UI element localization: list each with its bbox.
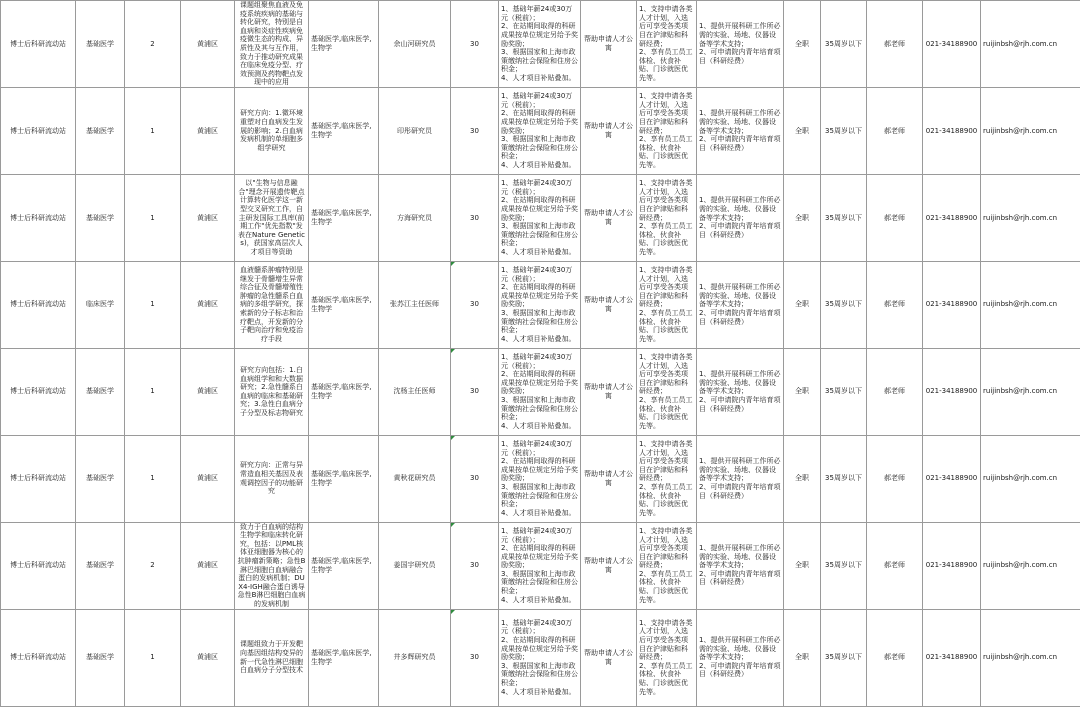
- job-type-cell: 全职: [784, 1, 821, 88]
- contact-cell: 郝老师: [867, 348, 923, 435]
- supervisor-cell: 余山河研究员: [379, 1, 451, 88]
- cell-line: 2、可申请院内青年培育项目（科研经费）: [699, 396, 781, 413]
- cell-line: 1、基础年薪24或30万元（税前）；: [501, 92, 578, 109]
- research-direction-cell: 致力于白血病的结构生物学和临床转化研究，包括：以PML核体亚细胞器为核心的抗肿瘤新策略；急性B淋巴细胞白血病融合蛋白的发病机制；DUX4-IGH融合蛋白诱导急性B淋巴细胞白血病的发病机制: [235, 522, 309, 609]
- campus-cell: 黄浦区: [181, 174, 235, 261]
- research-support-cell: [697, 609, 784, 706]
- talent-support-cell: [637, 348, 697, 435]
- cell-line: 1、提供开展科研工作所必需的实验、场地、仪器设备等学术支持；: [699, 283, 781, 309]
- cell-line: 1、支持申请各类人才计划，入选后可享受各类项目在沪津贴和科研经费；: [639, 440, 694, 483]
- contact-cell: 郝老师: [867, 261, 923, 348]
- age-requirement-cell: 35周岁以下: [821, 87, 867, 174]
- count-cell: 1: [125, 348, 181, 435]
- cell-line: 2、享有员工员工体检、伙食补贴、门诊就医优先等。: [639, 483, 694, 517]
- housing-cell: 帮助申请人才公寓: [581, 435, 637, 522]
- table-body: [1, 1, 1080, 707]
- talent-support-cell: [637, 435, 697, 522]
- cell-line: 3、根据国家和上海市政策缴纳社会保险和住房公积金；: [501, 483, 578, 509]
- cell-line: 4、人才项目补贴叠加。: [501, 161, 578, 170]
- research-direction-cell: 血液髓系肿瘤特别是继发于骨髓增生异常综合征及骨髓增殖性肿瘤的急性髓系白血病的多组学研究，探索新的分子标志和治疗靶点，开发新的分子靶向治疗和免疫治疗手段: [235, 261, 309, 348]
- housing-cell: 帮助申请人才公寓: [581, 1, 637, 88]
- job-type-cell: 全职: [784, 435, 821, 522]
- cell-line: 2、享有员工员工体检、伙食补贴、门诊就医优先等。: [639, 222, 694, 256]
- table-row: [1, 435, 1080, 522]
- cell-line: 2、享有员工员工体检、伙食补贴、门诊就医优先等。: [639, 48, 694, 82]
- contact-cell: 郝老师: [867, 522, 923, 609]
- age-requirement-cell: 35周岁以下: [821, 261, 867, 348]
- discipline-cell: 基础医学: [76, 1, 125, 88]
- cell-line: 2、在站期间取得的科研成果按单位规定另给予奖励奖励；: [501, 544, 578, 570]
- supervisor-cell: 张苏江主任医师: [379, 261, 451, 348]
- discipline-field-cell: 基础医学,临床医学,生物学: [309, 522, 379, 609]
- campus-cell: 黄浦区: [181, 522, 235, 609]
- cell-line: 1、基础年薪24或30万元（税前）；: [501, 353, 578, 370]
- cell-line: 2、享有员工员工体检、伙食补贴、门诊就医优先等。: [639, 135, 694, 169]
- cell-line: 2、可申请院内青年培育项目（科研经费）: [699, 309, 781, 326]
- salary-cell: [499, 522, 581, 609]
- talent-support-cell: [637, 174, 697, 261]
- housing-cell: 帮助申请人才公寓: [581, 522, 637, 609]
- age-requirement-cell: 35周岁以下: [821, 609, 867, 706]
- email-cell: ruijinbsh@rjh.com.cn: [981, 522, 1080, 609]
- count-cell: 1: [125, 261, 181, 348]
- count-cell: 2: [125, 522, 181, 609]
- cell-line: 2、在站期间取得的科研成果按单位规定另给予奖励奖励；: [501, 370, 578, 396]
- cell-line: 2、可申请院内青年培育项目（科研经费）: [699, 135, 781, 152]
- age-limit-cell: 30: [451, 1, 499, 88]
- age-limit-cell: 30: [451, 261, 499, 348]
- phone-cell: 021-34188900: [923, 435, 981, 522]
- research-direction-cell: 以"生物与信息融合"理念开展遗传靶点计算转化医学这一新型交叉研究工作，自主研发国际工具库(前期工作"优先指数"发表在Nature Genetics)，获国家高层次人才项目等资助: [235, 174, 309, 261]
- age-limit-cell: 30: [451, 348, 499, 435]
- table-row: [1, 87, 1080, 174]
- cell-line: 4、人才项目补贴叠加。: [501, 596, 578, 605]
- email-cell: ruijinbsh@rjh.com.cn: [981, 174, 1080, 261]
- age-limit-cell: 30: [451, 87, 499, 174]
- supervisor-cell: 沈杨主任医师: [379, 348, 451, 435]
- discipline-cell: 基础医学: [76, 87, 125, 174]
- cell-line: 3、根据国家和上海市政策缴纳社会保险和住房公积金；: [501, 396, 578, 422]
- discipline-cell: 基础医学: [76, 174, 125, 261]
- research-direction-cell: 课题组聚焦血液及免疫系统疾病的基础与转化研究，特别是自血病和炎症性疾病免疫微生态的构成、异质性及其与互作用，致力于推动研究成果在临床免疫分型、疗效预测及药物靶点发现中的应用: [235, 1, 309, 88]
- cell-line: 1、提供开展科研工作所必需的实验、场地、仪器设备等学术支持；: [699, 22, 781, 48]
- job-type-cell: 全职: [784, 174, 821, 261]
- cell-line: 3、根据国家和上海市政策缴纳社会保险和住房公积金；: [501, 48, 578, 74]
- cell-line: 1、提供开展科研工作所必需的实验、场地、仪器设备等学术支持；: [699, 196, 781, 222]
- discipline-cell: 基础医学: [76, 609, 125, 706]
- count-cell: 1: [125, 435, 181, 522]
- cell-line: 2、在站期间取得的科研成果按单位规定另给予奖励奖励；: [501, 457, 578, 483]
- job-type-cell: 全职: [784, 87, 821, 174]
- job-type-cell: 全职: [784, 609, 821, 706]
- cell-line: 4、人才项目补贴叠加。: [501, 248, 578, 257]
- cell-line: 2、享有员工员工体检、伙食补贴、门诊就医优先等。: [639, 396, 694, 430]
- age-limit-cell: 30: [451, 522, 499, 609]
- talent-support-cell: [637, 1, 697, 88]
- cell-line: 4、人才项目补贴叠加。: [501, 688, 578, 697]
- research-support-cell: [697, 174, 784, 261]
- supervisor-cell: 黄秋花研究员: [379, 435, 451, 522]
- cell-line: 2、可申请院内青年培育项目（科研经费）: [699, 48, 781, 65]
- station-cell: 博士后科研流动站: [1, 1, 76, 88]
- job-type-cell: 全职: [784, 348, 821, 435]
- discipline-field-cell: 基础医学,临床医学,生物学: [309, 261, 379, 348]
- cell-line: 1、支持申请各类人才计划，入选后可享受各类项目在沪津贴和科研经费；: [639, 353, 694, 396]
- email-cell: ruijinbsh@rjh.com.cn: [981, 1, 1080, 88]
- cell-line: 2、可申请院内青年培育项目（科研经费）: [699, 222, 781, 239]
- salary-cell: [499, 261, 581, 348]
- contact-cell: 郝老师: [867, 609, 923, 706]
- cell-line: 1、基础年薪24或30万元（税前）；: [501, 179, 578, 196]
- salary-cell: [499, 609, 581, 706]
- cell-line: 1、基础年薪24或30万元（税前）；: [501, 527, 578, 544]
- table-row: [1, 609, 1080, 706]
- cell-line: 3、根据国家和上海市政策缴纳社会保险和住房公积金；: [501, 222, 578, 248]
- talent-support-cell: [637, 261, 697, 348]
- email-cell: ruijinbsh@rjh.com.cn: [981, 87, 1080, 174]
- phone-cell: 021-34188900: [923, 174, 981, 261]
- table-row: [1, 174, 1080, 261]
- discipline-field-cell: 基础医学,临床医学,生物学: [309, 87, 379, 174]
- cell-line: 1、基础年薪24或30万元（税前）；: [501, 440, 578, 457]
- age-requirement-cell: 35周岁以下: [821, 522, 867, 609]
- cell-line: 1、支持申请各类人才计划，入选后可享受各类项目在沪津贴和科研经费；: [639, 179, 694, 222]
- supervisor-cell: 井多辉研究员: [379, 609, 451, 706]
- salary-cell: [499, 87, 581, 174]
- email-cell: ruijinbsh@rjh.com.cn: [981, 261, 1080, 348]
- cell-line: 1、基础年薪24或30万元（税前）；: [501, 5, 578, 22]
- phone-cell: 021-34188900: [923, 87, 981, 174]
- supervisor-cell: 姜国宇研究员: [379, 522, 451, 609]
- discipline-field-cell: 基础医学,临床医学,生物学: [309, 174, 379, 261]
- cell-line: 3、根据国家和上海市政策缴纳社会保险和住房公积金；: [501, 570, 578, 596]
- phone-cell: 021-34188900: [923, 348, 981, 435]
- cell-line: 2、在站期间取得的科研成果按单位规定另给予奖励奖励；: [501, 22, 578, 48]
- talent-support-cell: [637, 522, 697, 609]
- phone-cell: 021-34188900: [923, 261, 981, 348]
- table-row: [1, 348, 1080, 435]
- cell-line: 4、人才项目补贴叠加。: [501, 74, 578, 83]
- station-cell: 博士后科研流动站: [1, 261, 76, 348]
- research-support-cell: [697, 435, 784, 522]
- cell-line: 3、根据国家和上海市政策缴纳社会保险和住房公积金；: [501, 662, 578, 688]
- email-cell: ruijinbsh@rjh.com.cn: [981, 348, 1080, 435]
- contact-cell: 郝老师: [867, 1, 923, 88]
- cell-line: 1、支持申请各类人才计划，入选后可享受各类项目在沪津贴和科研经费；: [639, 92, 694, 135]
- research-direction-cell: 研究方向：1.微环境重塑对白血病发生发展的影响；2.白血病发病机制的单细胞多组学研究: [235, 87, 309, 174]
- cell-line: 1、提供开展科研工作所必需的实验、场地、仪器设备等学术支持；: [699, 544, 781, 570]
- discipline-field-cell: 基础医学,临床医学,生物学: [309, 435, 379, 522]
- contact-cell: 郝老师: [867, 174, 923, 261]
- salary-cell: [499, 348, 581, 435]
- discipline-cell: 临床医学: [76, 261, 125, 348]
- cell-line: 4、人才项目补贴叠加。: [501, 509, 578, 518]
- campus-cell: 黄浦区: [181, 87, 235, 174]
- age-requirement-cell: 35周岁以下: [821, 348, 867, 435]
- cell-line: 4、人才项目补贴叠加。: [501, 422, 578, 431]
- research-direction-cell: 研究方向：正常与异常造血相关基因及表观调控因子的功能研究: [235, 435, 309, 522]
- cell-line: 1、提供开展科研工作所必需的实验、场地、仪器设备等学术支持；: [699, 457, 781, 483]
- count-cell: 1: [125, 174, 181, 261]
- cell-line: 2、在站期间取得的科研成果按单位规定另给予奖励奖励；: [501, 636, 578, 662]
- age-requirement-cell: 35周岁以下: [821, 435, 867, 522]
- supervisor-cell: 印彤研究员: [379, 87, 451, 174]
- research-support-cell: [697, 1, 784, 88]
- research-support-cell: [697, 87, 784, 174]
- job-type-cell: 全职: [784, 522, 821, 609]
- cell-line: 3、根据国家和上海市政策缴纳社会保险和住房公积金；: [501, 135, 578, 161]
- campus-cell: 黄浦区: [181, 261, 235, 348]
- station-cell: 博士后科研流动站: [1, 435, 76, 522]
- housing-cell: 帮助申请人才公寓: [581, 348, 637, 435]
- count-cell: 1: [125, 87, 181, 174]
- contact-cell: 郝老师: [867, 87, 923, 174]
- campus-cell: 黄浦区: [181, 1, 235, 88]
- email-cell: ruijinbsh@rjh.com.cn: [981, 609, 1080, 706]
- cell-line: 1、支持申请各类人才计划，入选后可享受各类项目在沪津贴和科研经费；: [639, 619, 694, 662]
- discipline-field-cell: 基础医学,临床医学,生物学: [309, 1, 379, 88]
- cell-line: 2、享有员工员工体检、伙食补贴、门诊就医优先等。: [639, 570, 694, 604]
- count-cell: 1: [125, 609, 181, 706]
- phone-cell: 021-34188900: [923, 1, 981, 88]
- age-limit-cell: 30: [451, 435, 499, 522]
- count-cell: 2: [125, 1, 181, 88]
- station-cell: 博士后科研流动站: [1, 522, 76, 609]
- job-type-cell: 全职: [784, 261, 821, 348]
- email-cell: ruijinbsh@rjh.com.cn: [981, 435, 1080, 522]
- talent-support-cell: [637, 609, 697, 706]
- contact-cell: 郝老师: [867, 435, 923, 522]
- cell-line: 1、提供开展科研工作所必需的实验、场地、仪器设备等学术支持；: [699, 109, 781, 135]
- campus-cell: 黄浦区: [181, 609, 235, 706]
- cell-line: 1、支持申请各类人才计划，入选后可享受各类项目在沪津贴和科研经费；: [639, 5, 694, 48]
- discipline-field-cell: 基础医学,临床医学,生物学: [309, 609, 379, 706]
- age-requirement-cell: 35周岁以下: [821, 1, 867, 88]
- housing-cell: 帮助申请人才公寓: [581, 261, 637, 348]
- table-row: [1, 261, 1080, 348]
- housing-cell: 帮助申请人才公寓: [581, 87, 637, 174]
- research-support-cell: [697, 348, 784, 435]
- table-row: [1, 522, 1080, 609]
- research-support-cell: [697, 522, 784, 609]
- discipline-cell: 基础医学: [76, 348, 125, 435]
- discipline-cell: 基础医学: [76, 522, 125, 609]
- phone-cell: 021-34188900: [923, 609, 981, 706]
- cell-line: 1、支持申请各类人才计划，入选后可享受各类项目在沪津贴和科研经费；: [639, 266, 694, 309]
- discipline-field-cell: 基础医学,临床医学,生物学: [309, 348, 379, 435]
- cell-line: 2、在站期间取得的科研成果按单位规定另给予奖励奖励；: [501, 109, 578, 135]
- phone-cell: 021-34188900: [923, 522, 981, 609]
- cell-line: 2、可申请院内青年培育项目（科研经费）: [699, 662, 781, 679]
- cell-line: 2、可申请院内青年培育项目（科研经费）: [699, 483, 781, 500]
- campus-cell: 黄浦区: [181, 435, 235, 522]
- research-direction-cell: 课题组致力于开发靶向基因组结构变异的新一代急性淋巴细胞白血病分子分型技术: [235, 609, 309, 706]
- table-row: [1, 1, 1080, 88]
- cell-line: 4、人才项目补贴叠加。: [501, 335, 578, 344]
- cell-line: 2、享有员工员工体检、伙食补贴、门诊就医优先等。: [639, 662, 694, 696]
- supervisor-cell: 方海研究员: [379, 174, 451, 261]
- cell-line: 2、在站期间取得的科研成果按单位规定另给予奖励奖励；: [501, 196, 578, 222]
- cell-line: 2、可申请院内青年培育项目（科研经费）: [699, 570, 781, 587]
- cell-line: 1、基础年薪24或30万元（税前）；: [501, 266, 578, 283]
- station-cell: 博士后科研流动站: [1, 174, 76, 261]
- research-direction-cell: 研究方向包括：1.白血病组学和和大数据研究；2.急性髓系白血病的临床和基础研究；3.急性白血病分子分型及标志物研究: [235, 348, 309, 435]
- salary-cell: [499, 1, 581, 88]
- campus-cell: 黄浦区: [181, 348, 235, 435]
- research-support-cell: [697, 261, 784, 348]
- cell-line: 1、基础年薪24或30万元（税前）；: [501, 619, 578, 636]
- cell-line: 1、提供开展科研工作所必需的实验、场地、仪器设备等学术支持；: [699, 370, 781, 396]
- cell-line: 3、根据国家和上海市政策缴纳社会保险和住房公积金；: [501, 309, 578, 335]
- housing-cell: 帮助申请人才公寓: [581, 174, 637, 261]
- station-cell: 博士后科研流动站: [1, 609, 76, 706]
- cell-line: 1、提供开展科研工作所必需的实验、场地、仪器设备等学术支持；: [699, 636, 781, 662]
- station-cell: 博士后科研流动站: [1, 348, 76, 435]
- age-requirement-cell: 35周岁以下: [821, 174, 867, 261]
- age-limit-cell: 30: [451, 174, 499, 261]
- cell-line: 1、支持申请各类人才计划，入选后可享受各类项目在沪津贴和科研经费；: [639, 527, 694, 570]
- housing-cell: 帮助申请人才公寓: [581, 609, 637, 706]
- cell-line: 2、在站期间取得的科研成果按单位规定另给予奖励奖励；: [501, 283, 578, 309]
- salary-cell: [499, 435, 581, 522]
- talent-support-cell: [637, 87, 697, 174]
- salary-cell: [499, 174, 581, 261]
- station-cell: 博士后科研流动站: [1, 87, 76, 174]
- cell-line: 2、享有员工员工体检、伙食补贴、门诊就医优先等。: [639, 309, 694, 343]
- discipline-cell: 基础医学: [76, 435, 125, 522]
- age-limit-cell: 30: [451, 609, 499, 706]
